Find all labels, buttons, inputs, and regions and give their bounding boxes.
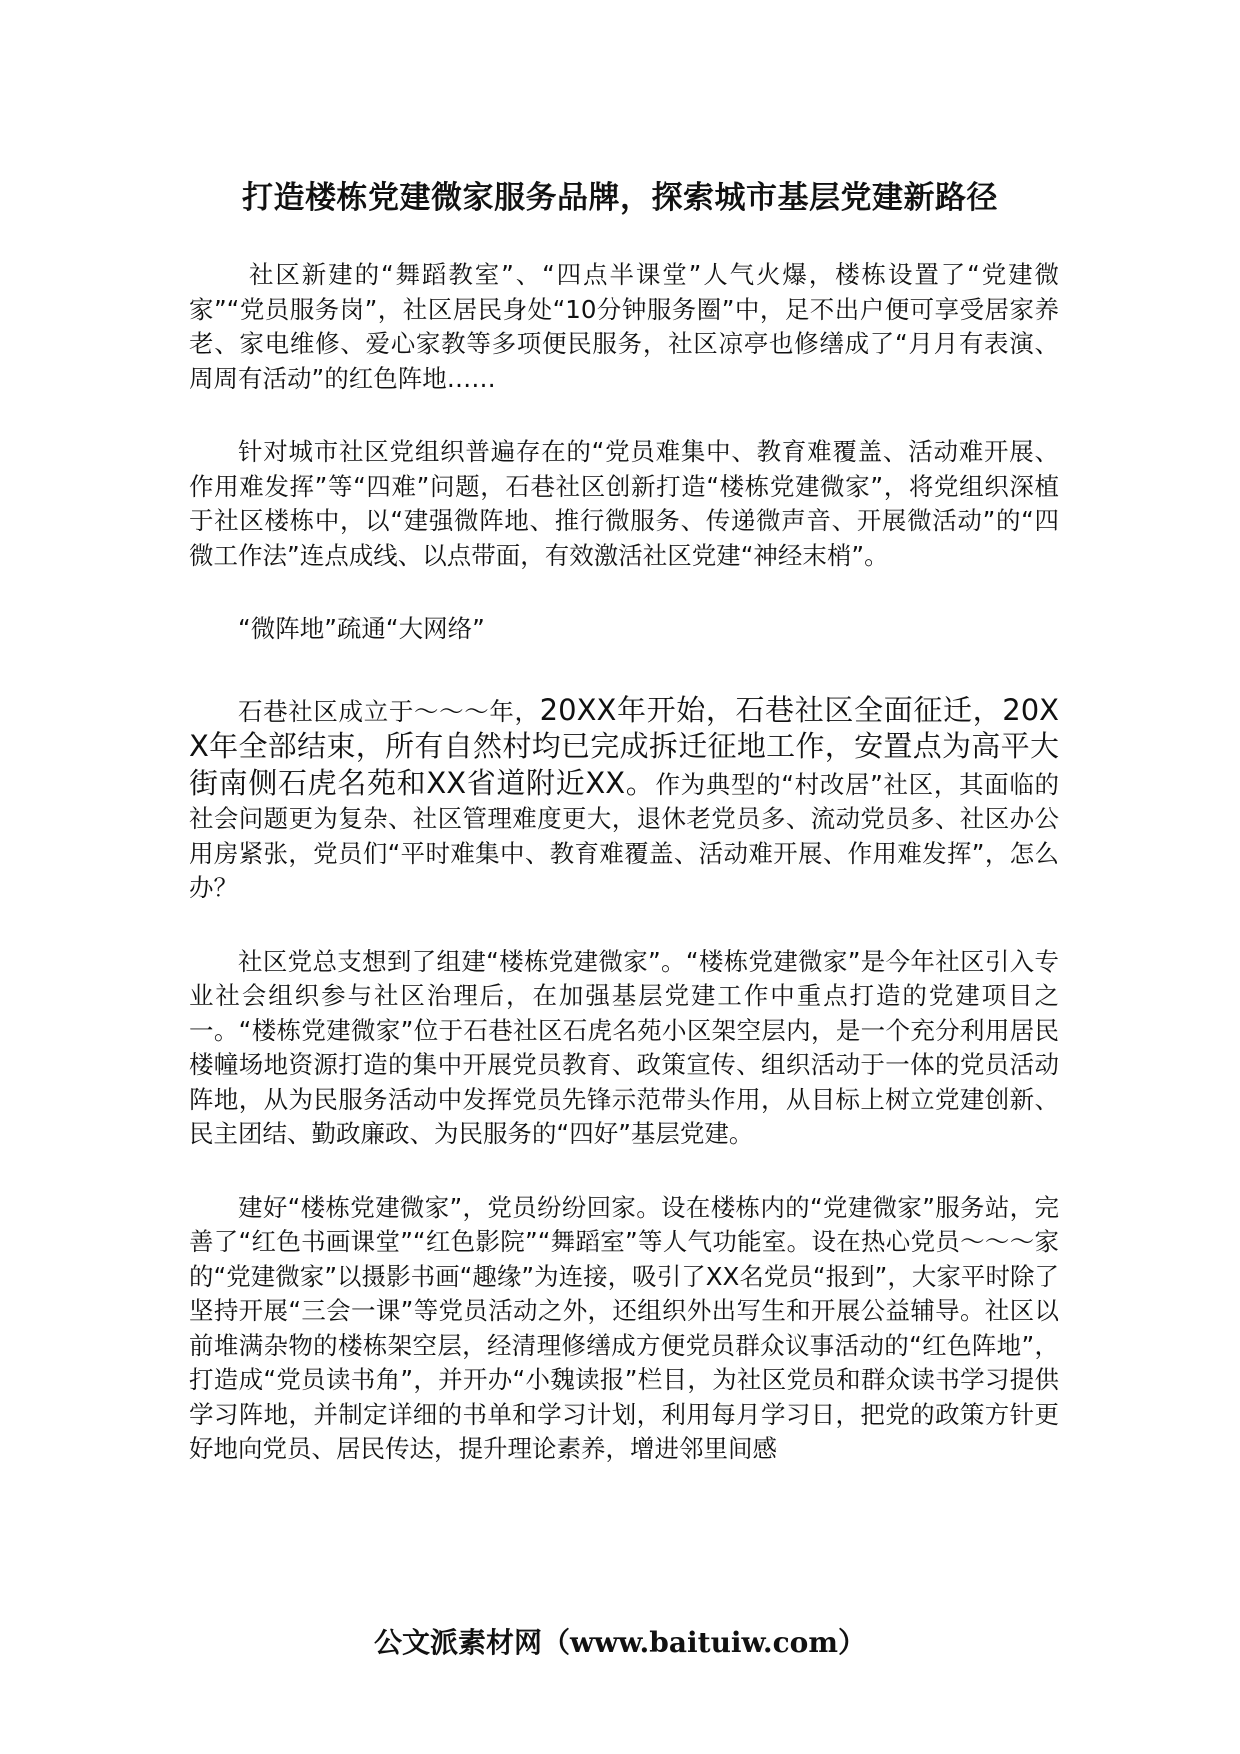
paragraph-background-tail: 作为典型的“村改居”社区，其面临的社会问题更为复杂、社区管理难度更大，退休老党员多、流动党员多、社区办公用房紧张，党员们“平时难集中、教育难覆盖、活动难开展、作用难发挥”，怎么办？ [189,769,1060,902]
paragraph-activities: 建好“楼栋党建微家”，党员纷纷回家。设在楼栋内的“党建微家”服务站，完善了“红色书画课堂”“红色影院”“舞蹈室”等人气功能室。设在热心党员～～～家的“党建微家”以摄影书画“趣缘”为连接，吸引了XX名党员“报到”，大家平时除了坚持开展“三会一课”等党员活动之外，还组织外出写生和开展公益辅导。社区以前堆满杂物的楼栋架空层，经清理修缮成方便党员群众议事活动的“红色阵地”，打造成“党员读书角”，并开办“小魏读报”栏目，为社区党员和群众读书学习提供学习阵地，并制定详细的书单和学习计划，利用每月学习日，把党的政策方针更好地向党员、居民传达，提升理论素养，增进邻里间感 [189,1192,1059,1463]
paragraph-intro: 社区新建的“舞蹈教室”、“四点半课堂”人气火爆，楼栋设置了“党建微家”“党员服务岗”，社区居民身处“10分钟服务圈”中，足不出户便可享受居家养老、家电维修、爱心家教等多项便民服务，社区凉亭也修缮成了“月月有表演、周周有活动”的红色阵地…… [189,260,1059,393]
paragraph-background-large: 20XX年开始，石巷社区全面征迁，20XX年全部结束，所有自然村均已完成拆迁征地工作，安置点为高平大街南侧石虎名苑和XX省道附近XX。 [189,692,1060,800]
footer-watermark: 公文派素材网（www.baituiw.com） [374,1626,866,1659]
paragraph-background [189,693,1059,906]
section-heading: “微阵地”疏通“大网络” [238,614,485,643]
document-title: 打造楼栋党建微家服务品牌，探索城市基层党建新路径 [242,180,998,216]
paragraph-background-lead: 石巷社区成立于～～～年， [238,696,540,726]
document-body [189,258,1059,1506]
paragraph-microhome: 社区党总支想到了组建“楼栋党建微家”。“楼栋党建微家”是今年社区引入专业社会组织参与社区治理后，在加强基层党建工作中重点打造的党建项目之一。“楼栋党建微家”位于石巷社区石虎名苑小区架空层内，是一个充分利用居民楼幢场地资源打造的集中开展党员教育、政策宣传、组织活动于一体的党员活动阵地，从为民服务活动中发挥党员先锋示范带头作用，从目标上树立党建创新、民主团结、勤政廉政、为民服务的“四好”基层党建。 [189,946,1059,1148]
paragraph-problem: 针对城市社区党组织普遍存在的“党员难集中、教育难覆盖、活动难开展、作用难发挥”等“四难”问题，石巷社区创新打造“楼栋党建微家”，将党组织深植于社区楼栋中，以“建强微阵地、推行微服务、传递微声音、开展微活动”的“四微工作法”连点成线、以点带面，有效激活社区党建“神经末梢”。 [189,437,1059,570]
